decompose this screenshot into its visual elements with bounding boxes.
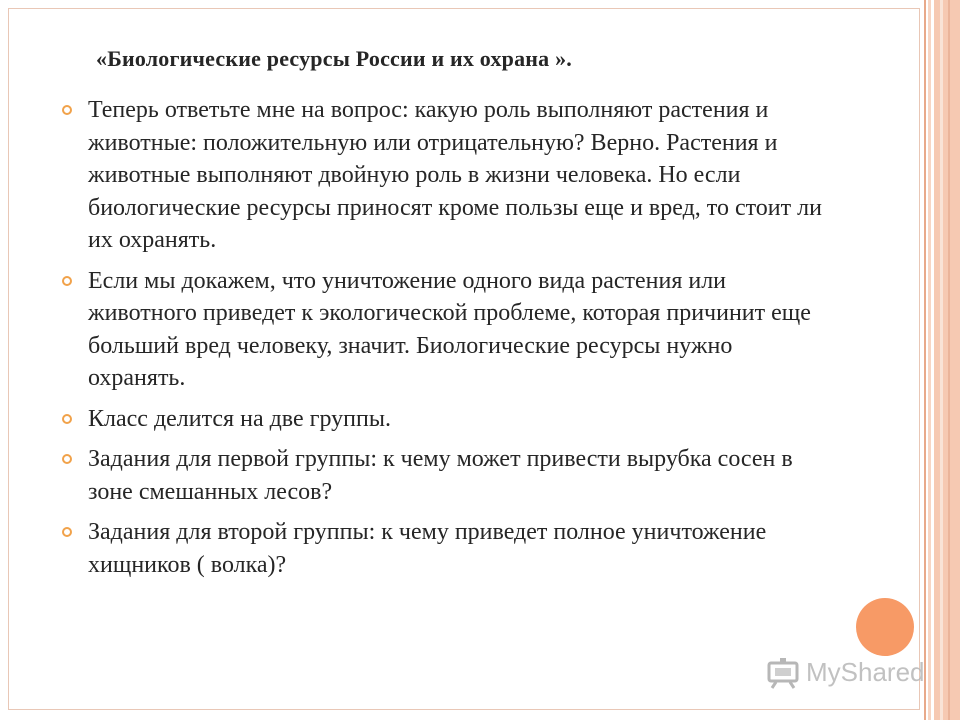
decorative-stripe — [928, 0, 931, 720]
bullet-item — [62, 516, 822, 581]
bullet-item — [62, 94, 822, 257]
bullet-ring-icon — [62, 414, 72, 424]
bullet-ring-icon — [62, 454, 72, 464]
slide-title: «Биологические ресурсы России и их охрана ». — [96, 46, 572, 71]
bullet-item — [62, 265, 822, 395]
decorative-stripe — [940, 0, 943, 720]
bullet-ring-icon — [62, 105, 72, 115]
bullet-text: Задания для второй группы: к чему приведет полное уничтожение хищников ( волка)? — [88, 519, 767, 578]
bullet-text: Если мы докажем, что уничтожение одного вида растения или животного приведет к экологической проблеме, которая причинит еще больший вред человеку, значит. Биологические ресурсы нужно охранять. — [88, 267, 811, 391]
bullet-ring-icon — [62, 276, 72, 286]
bullet-ring-icon — [62, 527, 72, 537]
bullet-text: Теперь ответьте мне на вопрос: какую роль выполняют растения и животные: положительную или отрицательную? Верно. Растения и животные выполняют двойную роль в жизни человека. Но если биологические ресурсы приносят кроме пользы еще и вред, то стоит ли их охранять. — [88, 97, 822, 253]
bullet-text: Задания для первой группы: к чему может привести вырубка сосен в зоне смешанных лесов? — [88, 446, 793, 505]
presentation-board-icon — [766, 657, 802, 689]
decorative-stripe — [934, 0, 960, 720]
bullet-item — [62, 403, 822, 436]
watermark-text: MyShared — [806, 657, 925, 687]
watermark — [766, 655, 926, 695]
decorative-stripe — [924, 0, 926, 720]
bullet-list — [62, 94, 822, 589]
decorative-circle — [856, 598, 914, 656]
decorative-stripe — [948, 0, 950, 720]
bullet-item — [62, 443, 822, 508]
bullet-text: Класс делится на две группы. — [88, 405, 391, 432]
